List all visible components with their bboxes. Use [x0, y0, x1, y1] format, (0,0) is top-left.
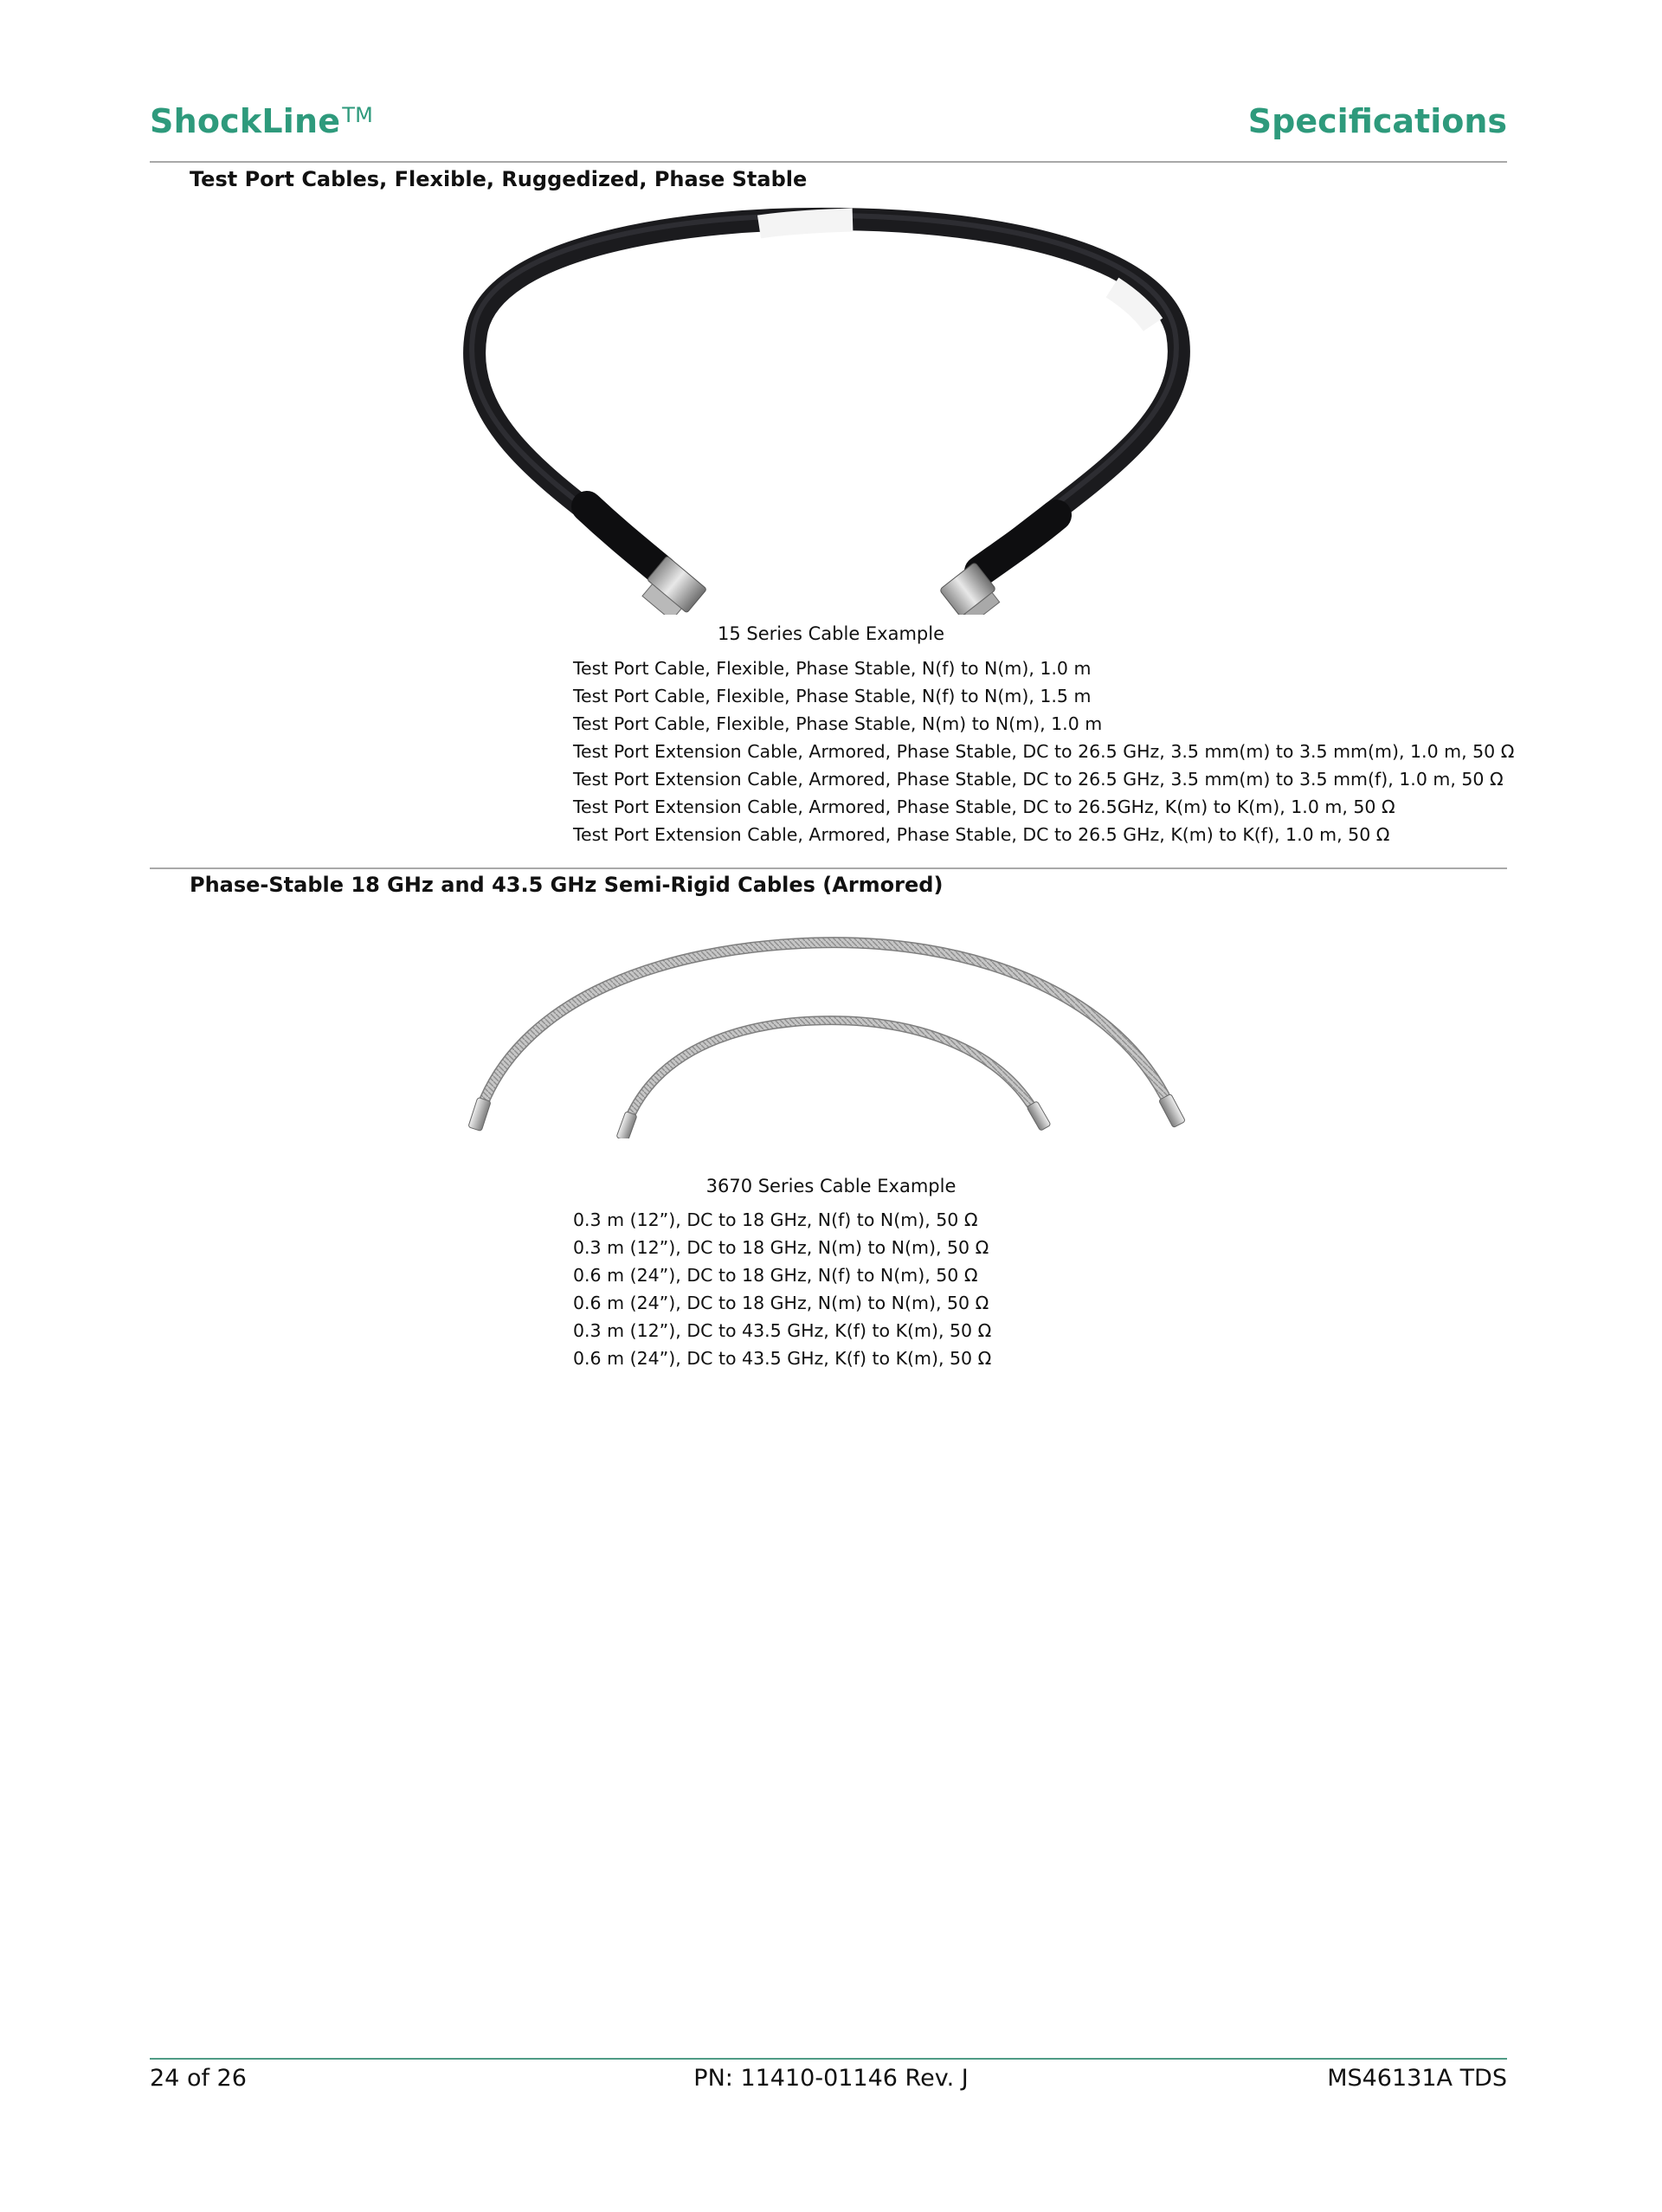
- part-description: 0.3 m (12”), DC to 43.5 GHz, K(f) to K(m), 50 Ω: [573, 1320, 992, 1341]
- part-description: 0.6 m (24”), DC to 18 GHz, N(m) to N(m), 50 Ω: [573, 1293, 989, 1313]
- brand-name: ShockLine: [150, 102, 341, 140]
- section2-caption: 3670 Series Cable Example: [705, 1176, 957, 1196]
- section-divider: [150, 867, 1507, 869]
- part-description: 0.3 m (12”), DC to 18 GHz, N(f) to N(m), 50 Ω: [573, 1209, 978, 1230]
- trademark-mark: TM: [342, 103, 373, 127]
- page-number: 24 of 26: [150, 2065, 247, 2092]
- semi-rigid-cable-image: [467, 931, 1203, 1138]
- part-description: 0.6 m (24”), DC to 18 GHz, N(f) to N(m), 50 Ω: [573, 1265, 978, 1286]
- document-title: MS46131A TDS: [1327, 2065, 1507, 2092]
- part-description: 0.6 m (24”), DC to 43.5 GHz, K(f) to K(m), 50 Ω: [573, 1348, 992, 1369]
- part-description: Test Port Extension Cable, Armored, Phase Stable, DC to 26.5 GHz, 3.5 mm(m) to 3.5 mm(f), 1.0 m, 50 Ω: [573, 769, 1504, 790]
- section1-caption: 15 Series Cable Example: [717, 623, 945, 644]
- section1-title: Test Port Cables, Flexible, Ruggedized, Phase Stable: [190, 167, 808, 191]
- brand-title: [150, 102, 373, 140]
- section-heading: Specifications: [1247, 102, 1507, 140]
- part-description: 0.3 m (12”), DC to 18 GHz, N(m) to N(m), 50 Ω: [573, 1237, 989, 1258]
- part-description: Test Port Extension Cable, Armored, Phase Stable, DC to 26.5 GHz, 3.5 mm(m) to 3.5 mm(m), 1.0 m, 50 Ω: [573, 741, 1515, 762]
- part-description: Test Port Extension Cable, Armored, Phase Stable, DC to 26.5GHz, K(m) to K(m), 1.0 m, 50 Ω: [573, 796, 1395, 817]
- document-part-number: PN: 11410-01146 Rev. J: [693, 2065, 969, 2092]
- part-description: Test Port Cable, Flexible, Phase Stable, N(f) to N(m), 1.0 m: [573, 658, 1092, 679]
- part-description: Test Port Cable, Flexible, Phase Stable, N(m) to N(m), 1.0 m: [573, 713, 1103, 734]
- part-description: Test Port Cable, Flexible, Phase Stable, N(f) to N(m), 1.5 m: [573, 686, 1092, 706]
- header-rule: [150, 161, 1507, 163]
- part-description: Test Port Extension Cable, Armored, Phase Stable, DC to 26.5 GHz, K(m) to K(f), 1.0 m, 50 Ω: [573, 824, 1390, 845]
- section2-title: Phase-Stable 18 GHz and 43.5 GHz Semi-Rigid Cables (Armored): [190, 873, 944, 897]
- footer-rule: [150, 2058, 1507, 2060]
- flexible-cable-image: [450, 203, 1212, 615]
